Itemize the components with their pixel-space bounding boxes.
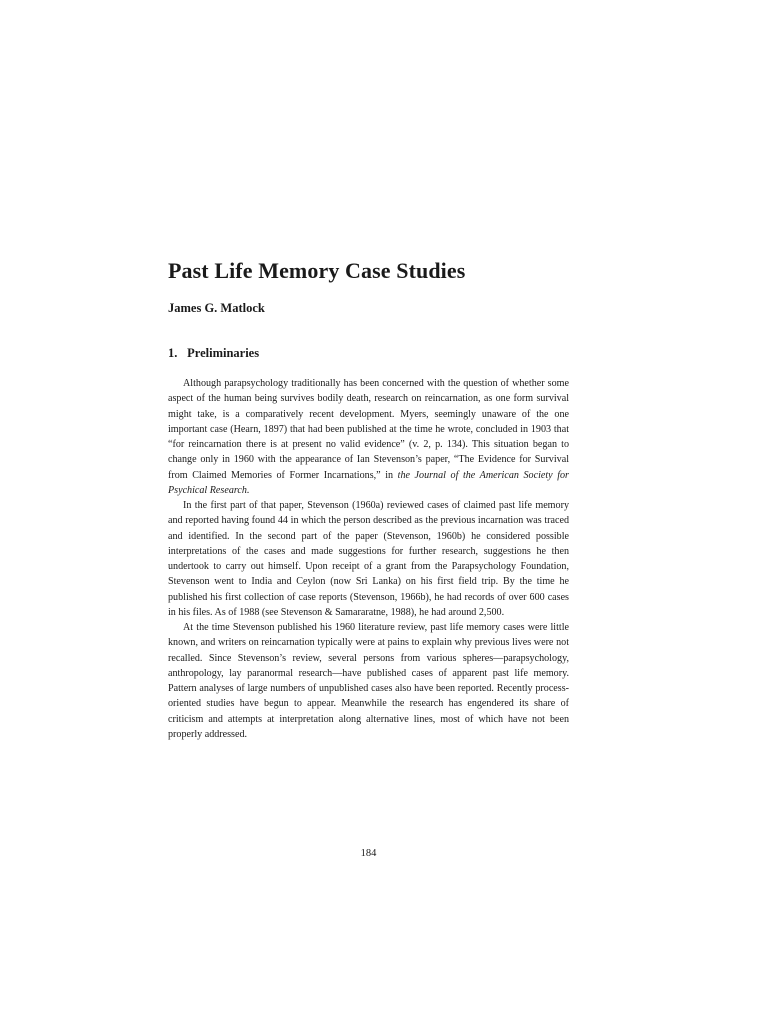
page-number: 184	[360, 848, 377, 859]
section-title: Preliminaries	[187, 346, 260, 360]
paragraph-3: At the time Stevenson published his 1960 literature review, past life memory cases were little known, and writers on reincarnation typically were at pains to explain why previous lives were not recalled. Since Stevenson’s review, several persons from various spheres—parapsychology, anthropology, lay paranormal research—have published cases of apparent past life memory. Pattern analyses of large numbers of unpublished cases also have been reported. Recently process-oriented studies have begun to appear. Meanwhile the research has engendered its share of criticism and attempts at interpretation along alternative lines, most of which have not been properly addressed.	[168, 622, 569, 740]
author-name: James G. Matlock	[168, 301, 265, 315]
section-number: 1.	[168, 346, 178, 360]
chapter-title: Past Life Memory Case Studies	[168, 258, 466, 283]
paragraph-2: In the first part of that paper, Stevenson (1960a) reviewed cases of claimed past life memory and reported having found 44 in which the person described as the previous incarnation was traced and identified. In the second part of the paper (Stevenson, 1960b) he considered possible interpretations of the cases and made suggestions for further research, suggestions he then undertook to carry out himself. Upon receipt of a grant from the Parapsychology Foundation, Stevenson went to India and Ceylon (now Sri Lanka) on his first field trip. By the time he published his first collection of case reports (Stevenson, 1966b), he had records of over 600 cases in his files. As of 1988 (see Stevenson & Samararatne, 1988), he had around 2,500.	[168, 500, 569, 618]
journal-title: the Journal of the American Society for Psychical Research.	[168, 469, 569, 496]
book-page	[168, 0, 570, 1024]
section-heading	[168, 346, 259, 361]
paragraph-1	[168, 376, 569, 498]
paragraph-1-text: Although parapsychology traditionally has been concerned with the question of whether some aspect of the human being survives bodily death, research on reincarnation, as one form survival might take, is a comparatively recent development. Myers, seemingly unaware of the one important case (Hearn, 1897) that had been published at the time he wrote, concluded in 1903 that “for reincarnation there is at present no valid evidence” (v. 2, p. 134). This situation began to change only in 1960 with the appearance of Ian Stevenson’s paper, “The Evidence for Survival from Claimed Memories of Former Incarnations,” in	[168, 378, 569, 481]
body-text	[168, 376, 569, 742]
